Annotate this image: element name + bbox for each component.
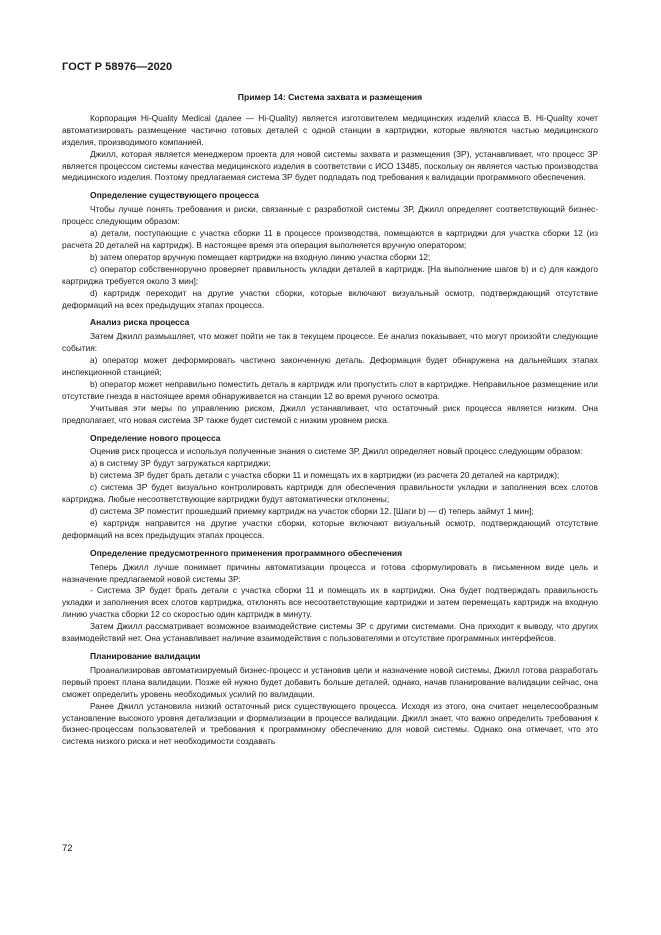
page-content xyxy=(62,92,598,748)
paragraph: Учитывая эти меры по управлению риском, Джилл устанавливает, что остаточный риск процесса является низким. Она предполагает, что новая система ЗР также будет системой с низким уровнем риска. xyxy=(62,402,598,425)
paragraph: d) система ЗР поместит прошедший приемку картридж на участок сборки 12. [Шаги b) — d) теперь займут 1 мин]; xyxy=(90,506,534,516)
paragraph: Оценив риск процесса и используя полученные знания о системе ЗР, Джилл определяет новый процесс следующим образом: xyxy=(90,446,583,457)
body-text xyxy=(62,113,598,748)
paragraph: Проанализировав автоматизируемый бизнес-процесс и установив цели и назначение новой системы, Джилл готова разработать первый проект плана валидации. Позже ей нужно будет добавить больше деталей, однако, начав планирование валидации сейчас, она сможет определить уровень необходимых усилий по валидации. xyxy=(62,664,598,699)
page-number: 72 xyxy=(62,843,73,854)
paragraph: Затем Джилл размышляет, что может пойти не так в текущем процессе. Ее анализ показывает, что могут произойти следующие события: xyxy=(62,331,598,354)
example-title: Пример 14: Система захвата и размещения xyxy=(237,92,423,102)
paragraph: а) оператор может деформировать частично законченную деталь. Деформация будет обнаружена на дальнейших этапах инспекционной станцией; xyxy=(62,355,598,378)
section-heading: Анализ риска процесса xyxy=(90,317,190,328)
paragraph: b) оператор может неправильно поместить деталь в картридж или пропустить слот в картридже. Неправильное размещение или отсутствие гнезда в настоящее время обнаруживается на станции 12 во время ручного осмотра. xyxy=(62,378,598,401)
section-heading: Определение нового процесса xyxy=(90,432,221,443)
section-heading: Определение предусмотренного применения программного обеспечения xyxy=(90,547,403,558)
paragraph: Ранее Джилл установила низкий остаточный риск существующего процесса. Исходя из этого, она считает нецелесообразным установление высокого уровня детализации и формализации в процессе валидации. Джилл знает, что важно определить требования к бизнес-процессам пользователей и требования к программному обеспечению для новой системы. Однако она отмечает, что это система низкого риска и нет необходимости создавать xyxy=(62,700,598,747)
paragraph: Джилл, которая является менеджером проекта для новой системы захвата и размещения (ЗР), устанавливает, что процесс ЗР является процессом системы качества медицинского изделия в соответствии с ИСО 13485, поскольку он является частью производства медицинского изделия. Поэтому предлагаемая система ЗР будет подпадать под требования к валидации программного обеспечения. xyxy=(62,148,598,183)
paragraph: а) в систему ЗР будут загружаться картриджи; xyxy=(90,458,271,469)
paragraph: с) оператор собственноручно проверяет правильность укладки деталей в картридж. [На выполнение шагов b) и с) для каждого картриджа требуется около 3 мин]; xyxy=(62,263,598,286)
paragraph: а) детали, поступающие с участка сборки 11 в процессе производства, помещаются в картриджи для участка сборки 12 (из расчета 20 деталей на картридж). В настоящее время эта операция выполняется вручную оператором; xyxy=(62,228,598,250)
paragraph: b) затем оператор вручную помещает картриджи на входную линию участка сборки 12; xyxy=(90,251,431,262)
paragraph: Корпорация Hi-Quality Medical (далее — Hi-Quality) является изготовителем медицинских изделий класса В. Hi-Quality хочет автоматизировать размещение частично готовых деталей с одной станции в картриджи, которые являются частью медицинского изделия, производимого компанией. xyxy=(62,112,598,147)
paragraph: Теперь Джилл лучше понимает причины автоматизации процесса и готова сформулировать в письменном виде цель и назначение предлагаемой новой системы ЗР: xyxy=(62,561,598,584)
section-heading: Планирование валидации xyxy=(90,650,201,661)
paragraph: Чтобы лучше понять требования и риски, связанные с разработкой системы ЗР, Джилл определяет соответствующий бизнес-процесс следующим образом: xyxy=(62,204,598,227)
section-heading: Определение существующего процесса xyxy=(90,190,259,201)
paragraph: Затем Джилл рассматривает возможное взаимодействие системы ЗР с другими системами. Она приходит к выводу, что других взаимодействий нет. Она устанавливает наличие взаимодействия с пользователями и отсутствие программных интерфейсов. xyxy=(62,621,598,644)
standard-designation: ГОСТ Р 58976—2020 xyxy=(62,61,173,73)
paragraph: с) система ЗР будет визуально контролировать картридж для обеспечения правильности укладки и заполнения всех слотов картриджа. Любые несоответствующие картриджи будут автоматически отклонены; xyxy=(62,482,598,505)
paragraph: d) картридж переходит на другие участки сборки, которые включают визуальный осмотр, подтверждающий отсутствие деформаций на всех предыдущих этапах процесса. xyxy=(62,287,598,310)
paragraph: е) картридж направится на другие участки сборки, которые включают визуальный осмотр, подтверждающий отсутствие деформаций на всех предыдущих этапах процесса. xyxy=(62,517,598,540)
paragraph: b) система ЗР будет брать детали с участка сборки 11 и помещать их в картриджи (из расчета 20 деталей на картридж); xyxy=(90,470,560,481)
paragraph: - Система ЗР будет брать детали с участка сборки 11 и помещать их в картриджи. Она будет подтверждать правильность укладки и заполнения всех слотов картриджа, отклонять все несоответствующие картриджи и затем перемещать картридж на входную линию участка сборки 12 со скоростью один картридж в минуту. xyxy=(62,585,598,620)
